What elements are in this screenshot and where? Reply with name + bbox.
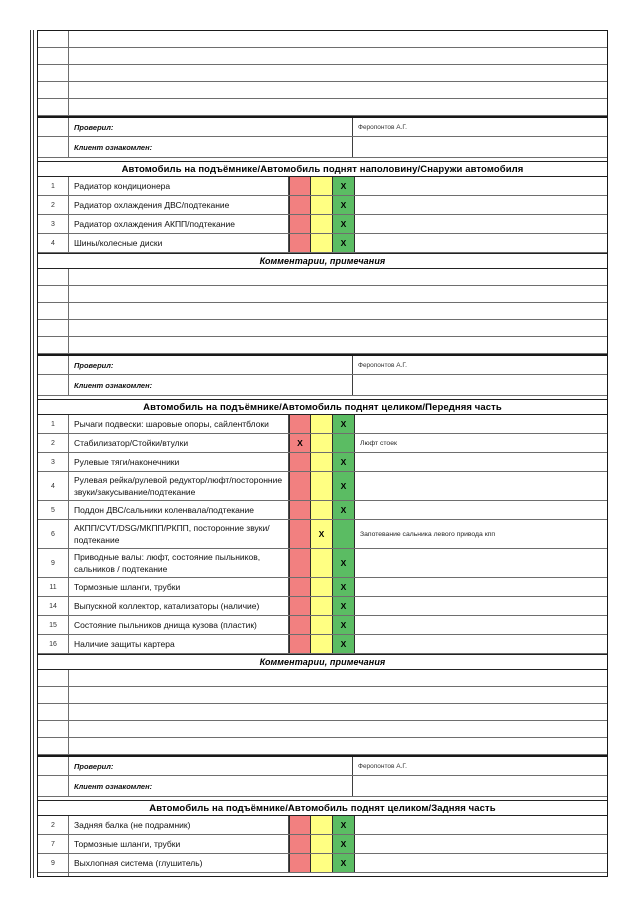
- status-cell-green: [332, 635, 355, 653]
- status-cell-yellow: [310, 501, 333, 519]
- item-number: 16: [38, 635, 69, 653]
- empty-row: [38, 286, 607, 303]
- status-cell-red: [289, 635, 311, 653]
- comment-cell: [355, 415, 607, 433]
- status-mark: X: [340, 237, 347, 248]
- status-cell-green: [332, 453, 355, 471]
- status-cell-red: [289, 501, 311, 519]
- comment-cell: [355, 453, 607, 471]
- item-number: 3: [38, 215, 69, 233]
- empty-row: [38, 31, 607, 48]
- status-cell-red: [289, 549, 311, 577]
- status-mark: X: [318, 528, 325, 539]
- item-row: [38, 597, 607, 616]
- empty-cell: [69, 721, 607, 737]
- row-number-cell: [38, 269, 69, 285]
- status-cell-red: [289, 616, 311, 634]
- item-row: [38, 835, 607, 854]
- item-row: [38, 434, 607, 453]
- inspector-row: [38, 116, 607, 137]
- status-cell-red: [289, 578, 311, 596]
- item-label: Состояние пыльников днища кузова (пластик): [69, 616, 289, 634]
- item-number: 9: [38, 549, 69, 577]
- status-cell-green: [332, 434, 355, 452]
- item-row: [38, 196, 607, 215]
- status-cell-green: [332, 520, 355, 548]
- status-cell-yellow: [310, 520, 333, 548]
- status-mark: X: [340, 600, 347, 611]
- item-label: Радиатор кондиционера: [69, 177, 289, 195]
- item-row: [38, 549, 607, 578]
- status-cell-yellow: [310, 578, 333, 596]
- section-title: Автомобиль на подъёмнике/Автомобиль поднят целиком/Передняя часть: [143, 401, 502, 413]
- row-number-cell: [38, 48, 69, 64]
- empty-cell: [69, 320, 607, 336]
- comment-cell: [355, 578, 607, 596]
- empty-row: [38, 687, 607, 704]
- item-label: Радиатор охлаждения АКПП/подтекание: [69, 215, 289, 233]
- empty-cell: [69, 286, 607, 302]
- item-label: Тормозные шланги, трубки: [69, 578, 289, 596]
- comment-cell: [355, 816, 607, 834]
- status-cell-green: [332, 196, 355, 214]
- empty-cell: [69, 65, 607, 81]
- item-number: 1: [38, 177, 69, 195]
- item-label: Рычаги подвески: шаровые опоры, сайлентблоки: [69, 415, 289, 433]
- row-number-cell: [38, 99, 69, 115]
- status-mark: X: [340, 480, 347, 491]
- item-label: Выхлопная система (глушитель): [69, 854, 289, 872]
- empty-row: [38, 721, 607, 738]
- status-cell-yellow: [310, 616, 333, 634]
- row-number-cell: [38, 873, 69, 876]
- row-number-cell: [38, 286, 69, 302]
- item-number: 3: [38, 453, 69, 471]
- status-cell-red: [289, 835, 311, 853]
- item-label: Поддон ДВС/сальники коленвала/подтекание: [69, 501, 289, 519]
- empty-row: [38, 82, 607, 99]
- status-cell-red: [289, 472, 311, 500]
- status-cell-green: [332, 835, 355, 853]
- item-number: 4: [38, 234, 69, 252]
- row-number-cell: [38, 82, 69, 98]
- item-row: [38, 635, 607, 654]
- row-number-cell: [38, 337, 69, 353]
- status-cell-red: [289, 234, 311, 252]
- comment-cell: [355, 835, 607, 853]
- row-number-cell: [38, 303, 69, 319]
- item-number: 15: [38, 616, 69, 634]
- row-number-cell: [38, 65, 69, 81]
- status-mark: X: [340, 418, 347, 429]
- status-cell-yellow: [310, 415, 333, 433]
- inspector-label: Проверил:: [69, 757, 353, 775]
- item-number: 4: [38, 472, 69, 500]
- status-mark: X: [340, 819, 347, 830]
- status-cell-yellow: [310, 215, 333, 233]
- empty-row: [38, 738, 607, 755]
- row-number-cell: [38, 670, 69, 686]
- empty-cell: [69, 31, 607, 47]
- status-cell-red: [289, 520, 311, 548]
- item-number: 9: [38, 854, 69, 872]
- status-cell-red: [289, 415, 311, 433]
- client-row: [38, 776, 607, 797]
- comment-cell: Запотевание сальника левого привода кпп: [360, 530, 496, 538]
- empty-row: [38, 65, 607, 82]
- item-label: Задняя балка (не подрамник): [69, 816, 289, 834]
- item-row: [38, 415, 607, 434]
- item-label: Приводные валы: люфт, состояние пыльников, сальников / подтекание: [69, 549, 289, 577]
- status-mark: X: [340, 638, 347, 649]
- comment-cell: [355, 616, 607, 634]
- status-cell-red: [289, 854, 311, 872]
- empty-row: [38, 670, 607, 687]
- row-number-cell: [38, 757, 69, 775]
- row-number-cell: [38, 31, 69, 47]
- status-cell-yellow: [310, 549, 333, 577]
- item-row: [38, 177, 607, 196]
- comments-title: Комментарии, примечания: [259, 657, 386, 667]
- status-cell-red: [289, 215, 311, 233]
- status-cell-red: [289, 196, 311, 214]
- item-label: Рулевые тяги/наконечники: [69, 453, 289, 471]
- empty-cell: [69, 82, 607, 98]
- status-cell-yellow: [310, 196, 333, 214]
- page-edge-line: [33, 30, 34, 878]
- item-row: [38, 453, 607, 472]
- section-header: [38, 399, 607, 415]
- row-number-cell: [38, 687, 69, 703]
- item-row: [38, 816, 607, 835]
- comments-header: [38, 654, 607, 670]
- row-number-cell: [38, 776, 69, 796]
- item-label: Наличие защиты картера: [69, 635, 289, 653]
- comment-cell: [355, 501, 607, 519]
- item-row: [38, 215, 607, 234]
- status-cell-green: [332, 816, 355, 834]
- status-cell-red: [289, 816, 311, 834]
- comment-cell: [355, 597, 607, 615]
- item-number: 2: [38, 816, 69, 834]
- empty-row: [38, 269, 607, 286]
- client-value: [353, 776, 607, 796]
- item-row: [38, 616, 607, 635]
- comment-cell: [355, 635, 607, 653]
- item-label: Выпускной коллектор, катализаторы (наличие): [69, 597, 289, 615]
- status-cell-green: [332, 234, 355, 252]
- table-end-row: [38, 873, 607, 876]
- item-number: 1: [38, 415, 69, 433]
- empty-cell: [69, 670, 607, 686]
- row-number-cell: [38, 356, 69, 374]
- row-number-cell: [38, 118, 69, 136]
- comment-cell: Люфт стоек: [360, 439, 397, 447]
- status-cell-yellow: [310, 434, 333, 452]
- client-label: Клиент ознакомлен:: [69, 375, 353, 395]
- comments-title: Комментарии, примечания: [259, 256, 386, 266]
- client-value: [353, 375, 607, 395]
- empty-row: [38, 337, 607, 354]
- empty-cell: [69, 48, 607, 64]
- status-cell-green: [332, 854, 355, 872]
- row-number-cell: [38, 137, 69, 157]
- status-cell-green: [332, 597, 355, 615]
- status-cell-green: [332, 472, 355, 500]
- status-mark: X: [340, 838, 347, 849]
- item-number: 6: [38, 520, 69, 548]
- empty-row: [38, 303, 607, 320]
- item-number: 14: [38, 597, 69, 615]
- item-row: [38, 472, 607, 501]
- status-cell-green: [332, 578, 355, 596]
- row-number-cell: [38, 704, 69, 720]
- item-number: 2: [38, 434, 69, 452]
- status-cell-green: [332, 616, 355, 634]
- comment-cell: [355, 472, 607, 500]
- item-label: Тормозные шланги, трубки: [69, 835, 289, 853]
- item-label: Стабилизатор/Стойки/втулки: [69, 434, 289, 452]
- inspector-label: Проверил:: [69, 356, 353, 374]
- status-cell-red: [289, 453, 311, 471]
- inspection-table: [37, 30, 608, 877]
- item-label: Рулевая рейка/рулевой редуктор/люфт/посторонние звуки/закусывание/подтекание: [69, 472, 289, 500]
- comment-cell: [355, 196, 607, 214]
- empty-row: [38, 320, 607, 337]
- status-cell-green: [332, 549, 355, 577]
- comments-header: [38, 253, 607, 269]
- status-cell-green: [332, 501, 355, 519]
- section-title: Автомобиль на подъёмнике/Автомобиль поднят наполовину/Снаружи автомобиля: [121, 163, 524, 175]
- comment-cell: [355, 234, 607, 252]
- row-number-cell: [38, 375, 69, 395]
- status-mark: X: [297, 437, 303, 448]
- item-row: [38, 578, 607, 597]
- inspector-row: [38, 354, 607, 375]
- status-cell-yellow: [310, 472, 333, 500]
- status-cell-yellow: [310, 635, 333, 653]
- status-cell-yellow: [310, 597, 333, 615]
- item-label: Шины/колесные диски: [69, 234, 289, 252]
- item-number: 7: [38, 835, 69, 853]
- status-mark: X: [340, 581, 347, 592]
- inspector-label: Проверил:: [69, 118, 353, 136]
- status-mark: X: [340, 619, 347, 630]
- status-cell-yellow: [310, 453, 333, 471]
- empty-row: [38, 48, 607, 65]
- item-label: Радиатор охлаждения ДВС/подтекание: [69, 196, 289, 214]
- status-mark: X: [340, 456, 347, 467]
- inspector-name: Феропонтов А.Г.: [358, 123, 407, 131]
- item-row: [38, 501, 607, 520]
- comment-cell: [355, 215, 607, 233]
- status-cell-red: [289, 597, 311, 615]
- comment-cell: [355, 854, 607, 872]
- status-cell-green: [332, 415, 355, 433]
- section-header: [38, 800, 607, 816]
- empty-cell: [69, 269, 607, 285]
- status-cell-red: [289, 177, 311, 195]
- status-mark: X: [340, 504, 347, 515]
- empty-cell: [69, 687, 607, 703]
- client-label: Клиент ознакомлен:: [69, 776, 353, 796]
- empty-cell: [69, 873, 607, 876]
- status-mark: X: [340, 180, 347, 191]
- status-mark: X: [340, 557, 347, 568]
- item-number: 2: [38, 196, 69, 214]
- page-edge-line: [30, 30, 31, 878]
- row-number-cell: [38, 721, 69, 737]
- inspector-name: Феропонтов А.Г.: [358, 762, 407, 770]
- empty-cell: [69, 303, 607, 319]
- status-cell-yellow: [310, 816, 333, 834]
- empty-cell: [69, 738, 607, 754]
- item-number: 11: [38, 578, 69, 596]
- item-row: [38, 520, 607, 549]
- status-cell-yellow: [310, 177, 333, 195]
- status-cell-yellow: [310, 835, 333, 853]
- status-mark: X: [340, 218, 347, 229]
- item-number: 5: [38, 501, 69, 519]
- item-row: [38, 234, 607, 253]
- row-number-cell: [38, 320, 69, 336]
- status-cell-yellow: [310, 234, 333, 252]
- status-cell-green: [332, 215, 355, 233]
- client-value: [353, 137, 607, 157]
- status-cell-yellow: [310, 854, 333, 872]
- client-row: [38, 375, 607, 396]
- empty-row: [38, 704, 607, 721]
- client-label: Клиент ознакомлен:: [69, 137, 353, 157]
- status-cell-red: [289, 434, 311, 452]
- empty-cell: [69, 704, 607, 720]
- section-header: [38, 161, 607, 177]
- item-label: АКПП/CVT/DSG/МКПП/РКПП, посторонние звуки/ подтекание: [69, 520, 289, 548]
- section-title: Автомобиль на подъёмнике/Автомобиль поднят целиком/Задняя часть: [149, 802, 496, 814]
- inspector-row: [38, 755, 607, 776]
- empty-cell: [69, 99, 607, 115]
- empty-row: [38, 99, 607, 116]
- row-number-cell: [38, 738, 69, 754]
- item-row: [38, 854, 607, 873]
- status-mark: X: [340, 857, 347, 868]
- client-row: [38, 137, 607, 158]
- status-cell-green: [332, 177, 355, 195]
- empty-cell: [69, 337, 607, 353]
- comment-cell: [355, 549, 607, 577]
- comment-cell: [355, 177, 607, 195]
- status-mark: X: [340, 199, 347, 210]
- inspector-name: Феропонтов А.Г.: [358, 361, 407, 369]
